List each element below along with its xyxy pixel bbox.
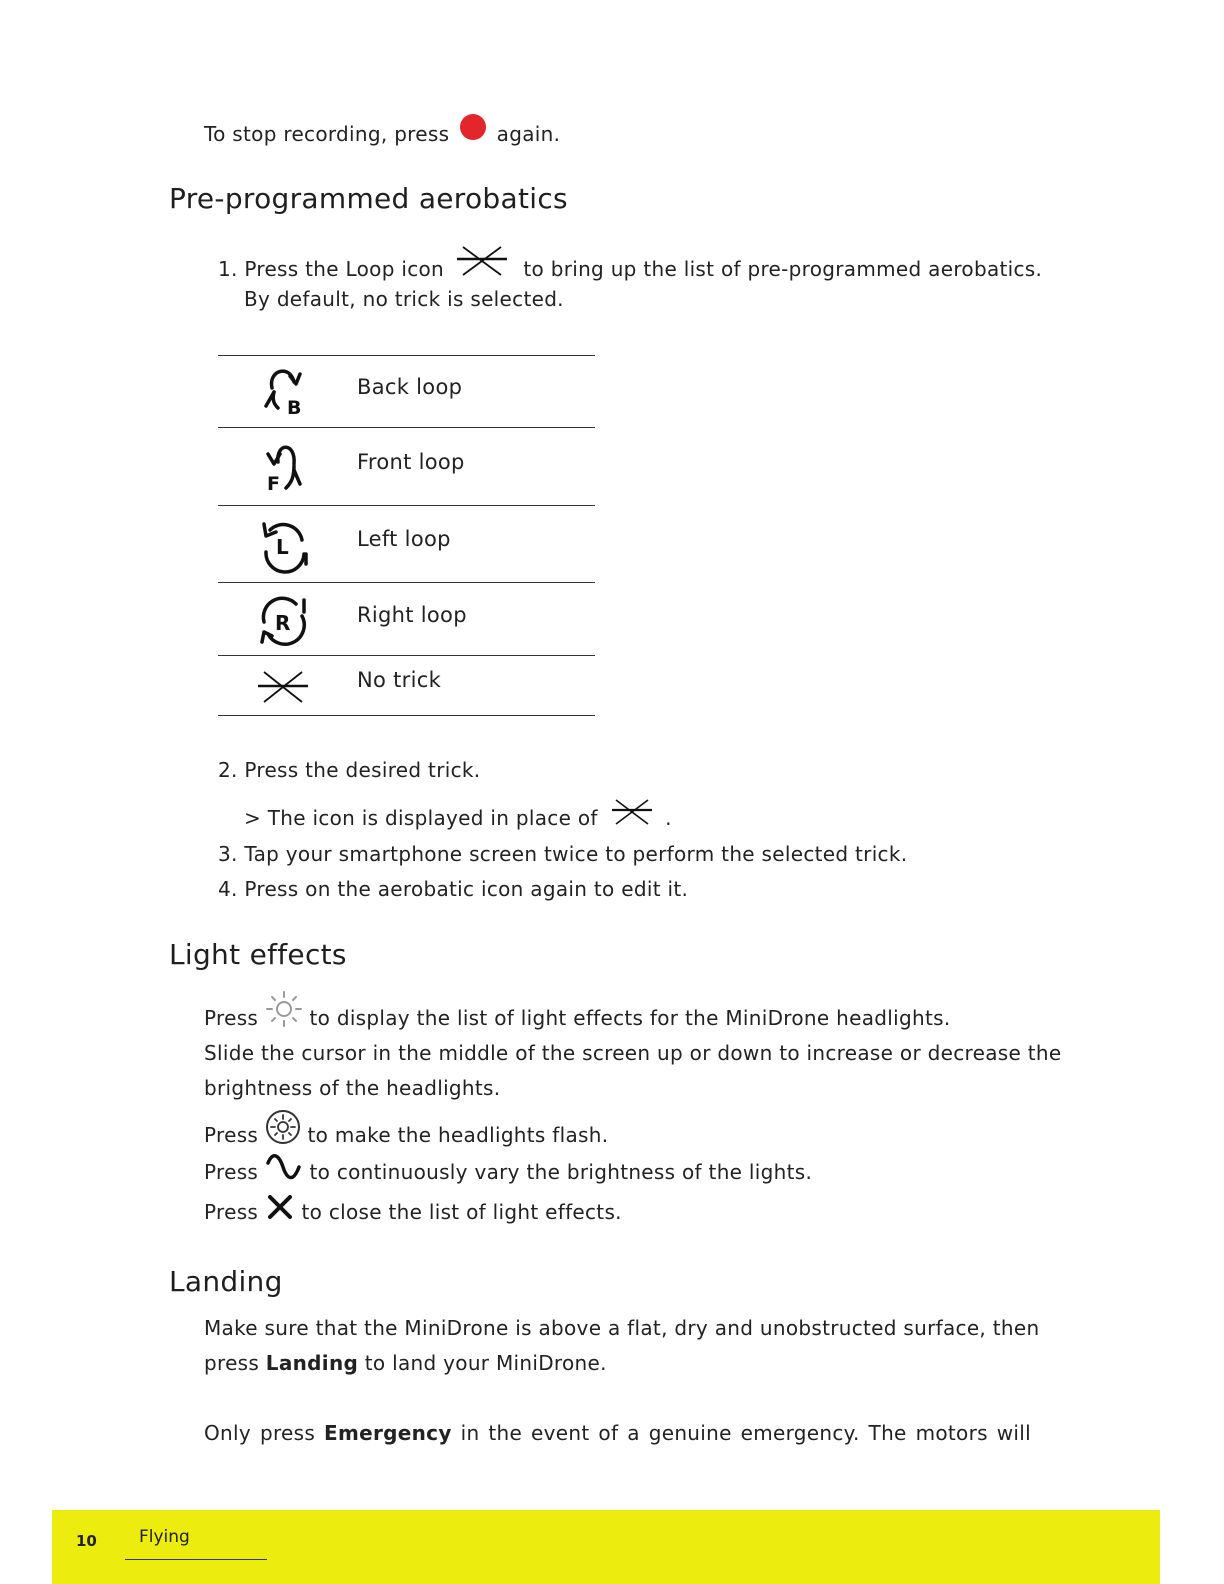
close-line [204, 1200, 622, 1224]
aerobatics-heading: Pre-programmed aerobatics [169, 182, 568, 215]
stop-recording-line [204, 122, 560, 146]
table-divider [218, 355, 595, 356]
trick-label-right-loop: Right loop [357, 603, 467, 627]
trick-label-no-trick: No trick [357, 668, 442, 692]
step-4 [218, 877, 688, 901]
trick-label-back-loop: Back loop [357, 375, 463, 399]
footer-section-title: Flying [139, 1527, 190, 1547]
no-trick-icon [256, 670, 312, 706]
left-loop-letter: L [276, 535, 289, 559]
landing-line-2 [204, 1351, 607, 1375]
page-number: 10 [76, 1532, 97, 1550]
light-effects-heading: Light effects [169, 938, 347, 971]
vary-text: to continuously vary the brightness of the lights. [309, 1160, 813, 1184]
right-loop-icon [256, 594, 312, 650]
table-divider [218, 715, 595, 716]
back-loop-letter: B [287, 397, 302, 419]
flash-line [204, 1123, 608, 1147]
trick-label-front-loop: Front loop [357, 450, 465, 474]
back-loop-icon [256, 362, 310, 420]
step-1-text-end: to bring up the list of pre-programmed aerobatics. [523, 257, 1043, 281]
page-footer [52, 1510, 1160, 1584]
left-loop-icon [256, 518, 312, 574]
step-2-result [244, 806, 672, 830]
step-number: 3. [218, 842, 238, 866]
emergency-text-start: Only press [204, 1421, 316, 1445]
emergency-text-end: in the event of a genuine emergency. The motors will [460, 1421, 1031, 1445]
step-2-result-end: . [665, 806, 672, 830]
light-slider-line-1: Slide the cursor in the middle of the screen up or down to increase or decrease the [204, 1041, 1062, 1065]
table-divider [218, 655, 595, 656]
press-text: Press [204, 1200, 259, 1224]
step-1-text: Press the Loop icon [244, 257, 445, 281]
landing-line-2-end: to land your MiniDrone. [364, 1351, 607, 1375]
step-1 [218, 257, 1042, 281]
flash-icon [265, 1109, 301, 1145]
record-icon [456, 110, 490, 144]
press-text: Press [204, 1123, 259, 1147]
trick-label-left-loop: Left loop [357, 527, 451, 551]
vary-line [204, 1160, 812, 1184]
loop-icon [455, 245, 511, 281]
no-trick-icon [610, 798, 656, 828]
step-number: 4. [218, 877, 238, 901]
step-2-text: Press the desired trick. [244, 758, 481, 782]
press-text: Press [204, 1006, 259, 1030]
light-display-line [204, 1006, 951, 1030]
step-2 [218, 758, 480, 782]
flash-text: to make the headlights flash. [307, 1123, 609, 1147]
light-bulb-icon [265, 990, 303, 1028]
table-divider [218, 505, 595, 506]
step-3 [218, 842, 907, 866]
landing-heading: Landing [169, 1265, 283, 1298]
close-icon [265, 1192, 295, 1222]
table-divider [218, 582, 595, 583]
table-divider [218, 427, 595, 428]
landing-line-1: Make sure that the MiniDrone is above a flat, dry and unobstructed surface, then [204, 1316, 1040, 1340]
footer-underline [125, 1559, 267, 1560]
stop-recording-text-end: again. [496, 122, 561, 146]
wave-icon [265, 1153, 303, 1183]
press-text: press [204, 1351, 260, 1375]
step-4-text: Press on the aerobatic icon again to edit it. [244, 877, 689, 901]
light-display-text: to display the list of light effects for the MiniDrone headlights. [309, 1006, 951, 1030]
close-text: to close the list of light effects. [301, 1200, 622, 1224]
landing-keyword: Landing [265, 1351, 359, 1375]
step-number: 2. [218, 758, 238, 782]
step-2-result-text: > The icon is displayed in place of [244, 806, 598, 830]
step-number: 1. [218, 257, 238, 281]
light-slider-line-2: brightness of the headlights. [204, 1076, 501, 1100]
step-3-text: Tap your smartphone screen twice to perform the selected trick. [244, 842, 908, 866]
right-loop-letter: R [275, 611, 291, 635]
front-loop-icon [256, 440, 310, 498]
front-loop-letter: F [267, 473, 280, 495]
emergency-line [204, 1421, 1031, 1445]
step-1-line-2: By default, no trick is selected. [244, 287, 564, 311]
stop-recording-text: To stop recording, press [204, 122, 450, 146]
press-text: Press [204, 1160, 259, 1184]
emergency-keyword: Emergency [324, 1421, 452, 1445]
